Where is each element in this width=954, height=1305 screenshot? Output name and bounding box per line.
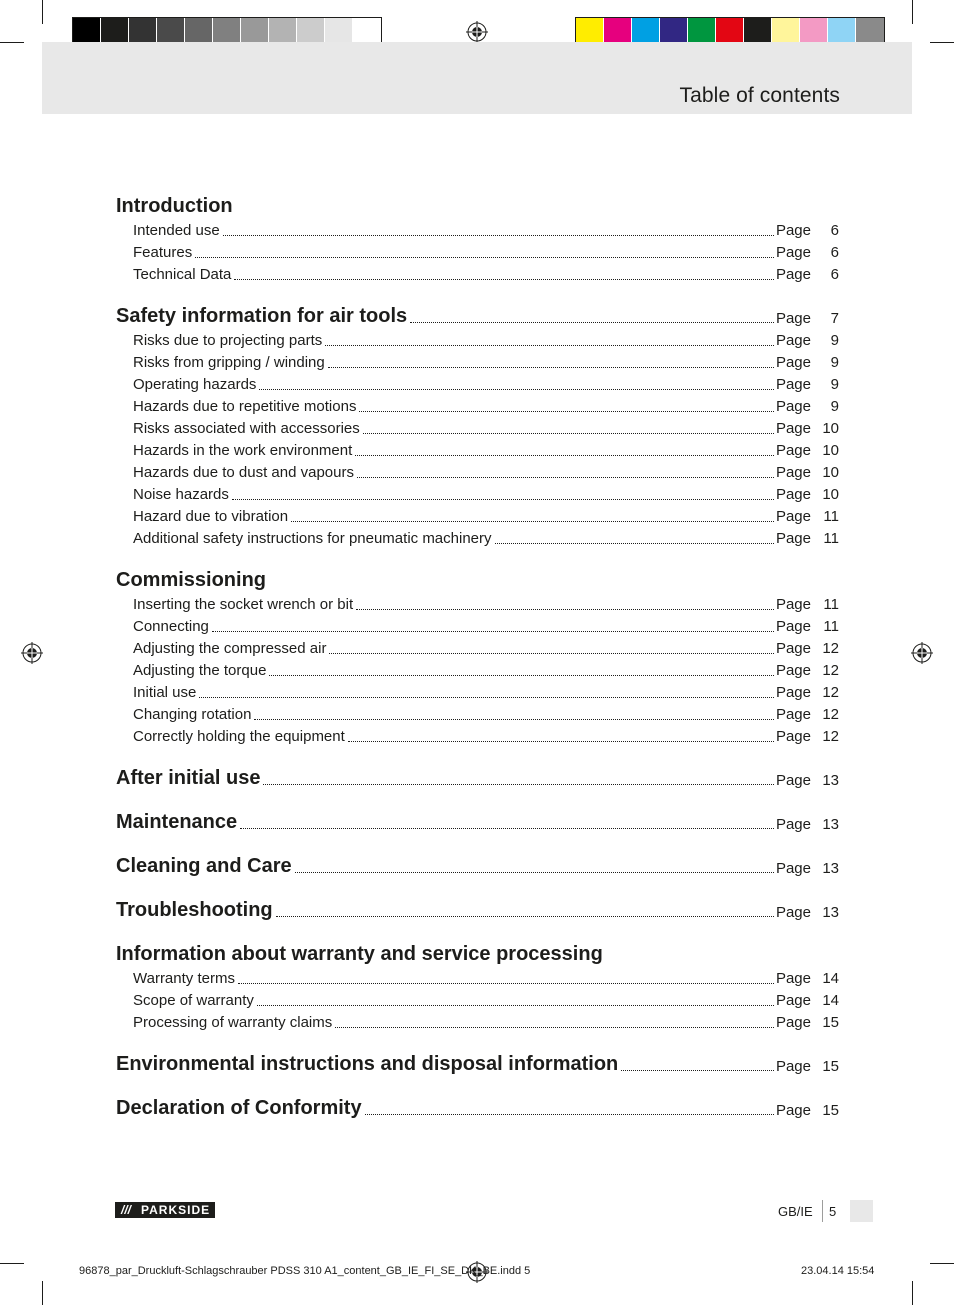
crop-mark xyxy=(930,1263,954,1264)
toc-dot-leader xyxy=(240,828,774,829)
toc-dot-leader xyxy=(355,455,774,456)
toc-gap xyxy=(116,922,839,936)
crop-mark xyxy=(0,1263,24,1264)
toc-section xyxy=(116,1032,839,1076)
toc-gap xyxy=(116,1076,839,1090)
toc-entry-text: Hazards due to dust and vapours xyxy=(133,464,354,481)
toc-entry-text: Hazard due to vibration xyxy=(133,508,289,525)
toc-page-word: Page xyxy=(775,816,811,833)
toc-entry xyxy=(116,658,839,680)
toc-page-ref xyxy=(776,508,839,526)
toc-entry xyxy=(116,966,839,988)
toc-page-number: 7 xyxy=(830,310,839,327)
language-code: GB/IE xyxy=(778,1204,813,1219)
toc-page-word: Page xyxy=(775,486,811,503)
toc-page-number: 10 xyxy=(822,420,839,437)
toc-dot-leader xyxy=(259,389,774,390)
toc-page-ref xyxy=(776,464,839,482)
toc-page-ref xyxy=(776,684,839,702)
table-of-contents xyxy=(116,188,839,1120)
toc-dot-leader xyxy=(295,872,774,873)
toc-page-ref xyxy=(776,618,839,636)
toc-section xyxy=(116,790,839,834)
toc-entry-text: Scope of warranty xyxy=(133,992,254,1009)
toc-entry xyxy=(116,680,839,702)
toc-entry xyxy=(116,526,839,548)
toc-page-number: 9 xyxy=(830,398,839,415)
toc-page-word: Page xyxy=(775,508,811,525)
toc-page-ref xyxy=(776,354,839,372)
toc-dot-leader xyxy=(254,719,774,720)
toc-entry xyxy=(116,592,839,614)
toc-entry-text: Technical Data xyxy=(133,266,232,283)
toc-dot-leader xyxy=(357,477,774,478)
page-title: Table of contents xyxy=(679,84,840,107)
toc-dot-leader xyxy=(199,697,774,698)
toc-page-word: Page xyxy=(775,464,811,481)
toc-page-word: Page xyxy=(775,442,811,459)
toc-dot-leader xyxy=(291,521,774,522)
toc-page-number: 9 xyxy=(830,376,839,393)
print-slug-datetime: 23.04.14 15:54 xyxy=(801,1265,875,1277)
toc-section-title: Cleaning and Care xyxy=(116,855,292,877)
toc-dot-leader xyxy=(328,367,774,368)
toc-entry xyxy=(116,328,839,350)
toc-page-number: 12 xyxy=(822,684,839,701)
toc-page-word: Page xyxy=(775,354,811,371)
toc-section xyxy=(116,834,839,878)
print-slug-file: 96878_par_Druckluft-Schlagschrauber PDSS 310 A1_content_GB_IE_FI_SE_DK_BE.indd 5 xyxy=(79,1265,531,1277)
toc-page-word: Page xyxy=(775,860,811,877)
crop-mark xyxy=(0,42,24,43)
toc-gap xyxy=(116,790,839,804)
toc-section-title: Safety information for air tools xyxy=(116,305,408,327)
page-number: 5 xyxy=(829,1204,837,1219)
toc-section-heading xyxy=(116,298,839,328)
toc-page-word: Page xyxy=(775,530,811,547)
toc-entry xyxy=(116,988,839,1010)
toc-page-word: Page xyxy=(775,596,811,613)
toc-page-number: 12 xyxy=(822,706,839,723)
toc-section xyxy=(116,878,839,922)
toc-section-heading xyxy=(116,760,839,790)
toc-page-number: 12 xyxy=(822,640,839,657)
toc-page-number: 12 xyxy=(822,662,839,679)
toc-page-word: Page xyxy=(775,310,811,327)
toc-dot-leader xyxy=(212,631,774,632)
toc-page-ref xyxy=(776,662,839,680)
toc-entry-text: Processing of warranty claims xyxy=(133,1014,333,1031)
toc-page-word: Page xyxy=(775,1014,811,1031)
toc-page-ref xyxy=(776,398,839,416)
toc-page-word: Page xyxy=(775,420,811,437)
toc-entry-text: Initial use xyxy=(133,684,197,701)
toc-page-word: Page xyxy=(775,970,811,987)
toc-dot-leader xyxy=(363,433,774,434)
toc-page-word: Page xyxy=(775,398,811,415)
toc-page-ref xyxy=(776,1014,839,1032)
toc-page-number: 10 xyxy=(822,464,839,481)
toc-page-number: 13 xyxy=(822,860,839,877)
toc-page-number: 13 xyxy=(822,904,839,921)
toc-page-number: 6 xyxy=(830,266,839,283)
toc-section xyxy=(116,548,839,746)
toc-section-title: Troubleshooting xyxy=(116,899,273,921)
toc-page-ref xyxy=(776,420,839,438)
crop-mark xyxy=(912,1281,913,1305)
toc-page-ref xyxy=(776,860,839,878)
toc-entry xyxy=(116,218,839,240)
toc-entry-text: Risks from gripping / winding xyxy=(133,354,325,371)
toc-section-title: Introduction xyxy=(116,195,233,217)
toc-entry-text: Changing rotation xyxy=(133,706,252,723)
toc-entry xyxy=(116,1010,839,1032)
toc-page-number: 15 xyxy=(822,1014,839,1031)
toc-entry-text: Connecting xyxy=(133,618,209,635)
toc-entry-text: Hazards in the work environment xyxy=(133,442,353,459)
toc-page-word: Page xyxy=(775,1102,811,1119)
crop-mark xyxy=(42,0,43,24)
toc-dot-leader xyxy=(257,1005,774,1006)
toc-entry xyxy=(116,438,839,460)
toc-page-number: 15 xyxy=(822,1102,839,1119)
toc-page-ref xyxy=(776,772,839,790)
toc-entry-text: Risks due to projecting parts xyxy=(133,332,323,349)
toc-page-number: 11 xyxy=(823,508,839,525)
toc-page-number: 12 xyxy=(822,728,839,745)
toc-page-word: Page xyxy=(775,332,811,349)
registration-mark-icon xyxy=(21,642,43,664)
crop-mark xyxy=(930,42,954,43)
toc-dot-leader xyxy=(356,609,774,610)
toc-dot-leader xyxy=(348,741,774,742)
toc-page-ref xyxy=(776,266,839,284)
toc-entry xyxy=(116,636,839,658)
toc-page-number: 11 xyxy=(823,530,839,547)
toc-section xyxy=(116,746,839,790)
brand-logo xyxy=(115,1202,215,1218)
toc-page-ref xyxy=(776,376,839,394)
toc-page-word: Page xyxy=(775,376,811,393)
toc-page-ref xyxy=(776,904,839,922)
toc-page-word: Page xyxy=(775,992,811,1009)
toc-entry xyxy=(116,262,839,284)
toc-entry-text: Intended use xyxy=(133,222,220,239)
toc-page-ref xyxy=(776,728,839,746)
toc-dot-leader xyxy=(335,1027,774,1028)
toc-section-title: Maintenance xyxy=(116,811,238,833)
toc-page-ref xyxy=(776,816,839,834)
toc-page-word: Page xyxy=(775,244,811,261)
toc-dot-leader xyxy=(232,499,774,500)
toc-dot-leader xyxy=(223,235,774,236)
toc-section-heading xyxy=(116,562,839,592)
toc-entry-text: Operating hazards xyxy=(133,376,257,393)
toc-section-heading xyxy=(116,1090,839,1120)
brand-name: PARKSIDE xyxy=(141,1203,211,1217)
toc-entry xyxy=(116,482,839,504)
toc-page-word: Page xyxy=(775,222,811,239)
toc-entry-text: Adjusting the torque xyxy=(133,662,267,679)
toc-entry xyxy=(116,394,839,416)
toc-entry xyxy=(116,372,839,394)
toc-gap xyxy=(116,1032,839,1046)
toc-section-title: Declaration of Conformity xyxy=(116,1097,362,1119)
toc-section-heading xyxy=(116,936,839,966)
toc-page-ref xyxy=(776,1058,839,1076)
toc-entry xyxy=(116,240,839,262)
toc-entry-text: Noise hazards xyxy=(133,486,229,503)
toc-page-number: 13 xyxy=(822,772,839,789)
toc-page-word: Page xyxy=(775,662,811,679)
toc-entry xyxy=(116,416,839,438)
toc-section-heading xyxy=(116,804,839,834)
toc-page-number: 13 xyxy=(822,816,839,833)
toc-entry-text: Inserting the socket wrench or bit xyxy=(133,596,354,613)
toc-page-number: 15 xyxy=(822,1058,839,1075)
toc-gap xyxy=(116,548,839,562)
toc-dot-leader xyxy=(276,916,774,917)
toc-section-title: After initial use xyxy=(116,767,261,789)
toc-section-title: Information about warranty and service processing xyxy=(116,943,603,965)
toc-entry-text: Correctly holding the equipment xyxy=(133,728,345,745)
toc-page-number: 11 xyxy=(823,596,839,613)
toc-section xyxy=(116,284,839,548)
toc-page-number: 14 xyxy=(822,992,839,1009)
toc-entry-text: Additional safety instructions for pneumatic machinery xyxy=(133,530,492,547)
toc-gap xyxy=(116,284,839,298)
toc-page-word: Page xyxy=(775,640,811,657)
toc-dot-leader xyxy=(495,543,774,544)
toc-page-ref xyxy=(776,244,839,262)
toc-dot-leader xyxy=(365,1114,774,1115)
toc-page-word: Page xyxy=(775,684,811,701)
toc-entry-text: Risks associated with accessories xyxy=(133,420,360,437)
toc-page-ref xyxy=(776,640,839,658)
toc-entry xyxy=(116,350,839,372)
toc-section-title: Commissioning xyxy=(116,569,267,591)
toc-gap xyxy=(116,746,839,760)
toc-dot-leader xyxy=(329,653,774,654)
toc-page-word: Page xyxy=(775,904,811,921)
brand-logo-slashes: /// xyxy=(121,1203,132,1217)
toc-section-heading xyxy=(116,848,839,878)
toc-page-ref xyxy=(776,596,839,614)
footer-divider xyxy=(822,1200,823,1222)
toc-page-number: 10 xyxy=(822,486,839,503)
toc-gap xyxy=(116,834,839,848)
toc-page-number: 6 xyxy=(830,244,839,261)
toc-dot-leader xyxy=(410,322,774,323)
toc-section xyxy=(116,188,839,284)
toc-page-ref xyxy=(776,706,839,724)
toc-page-ref xyxy=(776,332,839,350)
crop-mark xyxy=(42,1281,43,1305)
toc-entry xyxy=(116,702,839,724)
toc-page-word: Page xyxy=(775,728,811,745)
footer-box xyxy=(850,1200,873,1222)
toc-section xyxy=(116,1076,839,1120)
toc-page-number: 6 xyxy=(830,222,839,239)
toc-dot-leader xyxy=(238,983,774,984)
toc-section-heading xyxy=(116,188,839,218)
toc-page-ref xyxy=(776,442,839,460)
toc-dot-leader xyxy=(359,411,774,412)
toc-page-number: 14 xyxy=(822,970,839,987)
toc-entry xyxy=(116,614,839,636)
toc-page-word: Page xyxy=(775,618,811,635)
toc-page-ref xyxy=(776,992,839,1010)
registration-mark-icon xyxy=(466,21,488,43)
toc-entry xyxy=(116,724,839,746)
toc-section-heading xyxy=(116,892,839,922)
toc-page-number: 10 xyxy=(822,442,839,459)
toc-page-word: Page xyxy=(775,1058,811,1075)
toc-page-ref xyxy=(776,222,839,240)
toc-entry-text: Hazards due to repetitive motions xyxy=(133,398,357,415)
toc-dot-leader xyxy=(195,257,774,258)
toc-page-word: Page xyxy=(775,266,811,283)
toc-page-ref xyxy=(776,970,839,988)
toc-page-ref xyxy=(776,310,839,328)
toc-page-word: Page xyxy=(775,706,811,723)
toc-page-ref xyxy=(776,530,839,548)
toc-section-title: Environmental instructions and disposal information xyxy=(116,1053,619,1075)
toc-gap xyxy=(116,878,839,892)
toc-page-number: 9 xyxy=(830,332,839,349)
toc-entry-text: Warranty terms xyxy=(133,970,235,987)
crop-mark xyxy=(912,0,913,24)
toc-section xyxy=(116,922,839,1032)
toc-dot-leader xyxy=(325,345,774,346)
toc-entry-text: Adjusting the compressed air xyxy=(133,640,327,657)
toc-dot-leader xyxy=(263,784,773,785)
toc-dot-leader xyxy=(269,675,774,676)
toc-entry xyxy=(116,460,839,482)
toc-entry xyxy=(116,504,839,526)
toc-dot-leader xyxy=(621,1070,774,1071)
toc-page-ref xyxy=(776,486,839,504)
toc-section-heading xyxy=(116,1046,839,1076)
toc-entry-text: Features xyxy=(133,244,193,261)
toc-page-number: 11 xyxy=(823,618,839,635)
toc-page-ref xyxy=(776,1102,839,1120)
toc-page-word: Page xyxy=(775,772,811,789)
toc-page-number: 9 xyxy=(830,354,839,371)
toc-dot-leader xyxy=(234,279,774,280)
registration-mark-icon xyxy=(911,642,933,664)
